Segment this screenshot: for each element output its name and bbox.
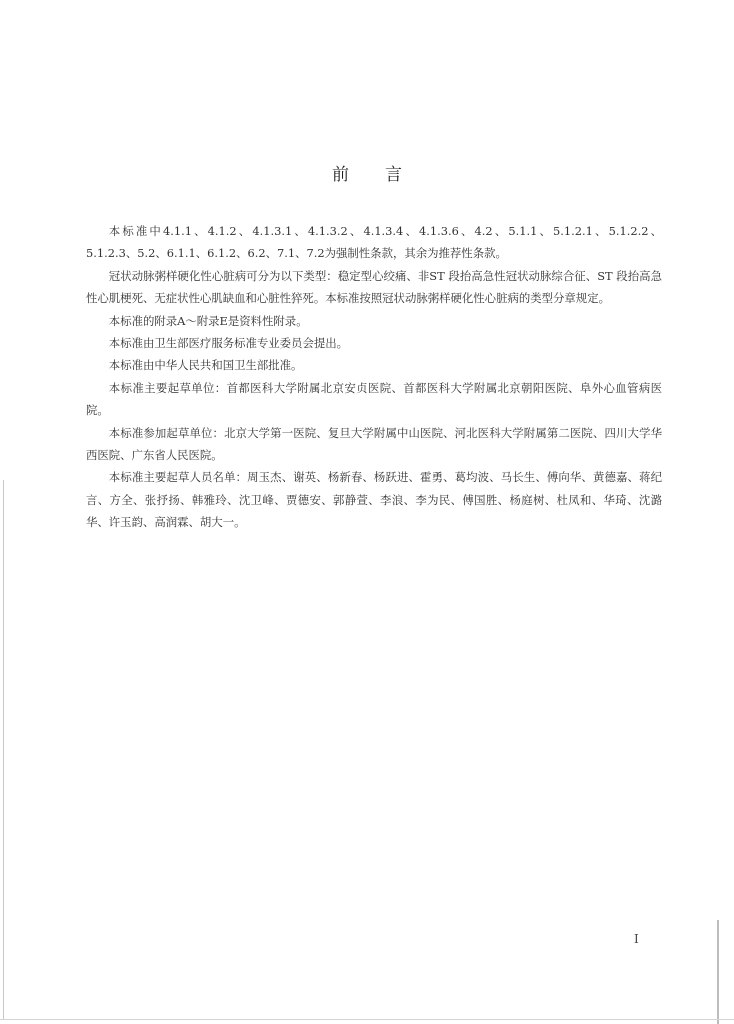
paragraph-drafter-names: 本标准主要起草人员名单：周玉杰、谢英、杨新春、杨跃进、霍勇、葛均波、马长生、傅向华、黄德嘉、蒋纪言、方全、张抒扬、韩雅玲、沈卫峰、贾德安、郭静萱、李浪、李为民、傅国胜、杨庭树、杜凤和、华琦、沈潞华、许玉韵、高润霖、胡大一。 — [86, 470, 662, 530]
paragraph-mandatory-clauses: 本标准中4.1.1、4.1.2、4.1.3.1、4.1.3.2、4.1.3.4、4.1.3.6、4.2、5.1.1、5.1.2.1、5.1.2.2、5.1.2.3、5.2、6.1.1、6.1.2、6.2、7.1、7.2为强制性条款，其余为推荐性条款。 — [86, 224, 662, 261]
foreword-body — [86, 220, 662, 534]
paragraph-appendix: 本标准的附录A～附录E是资料性附录。 — [108, 313, 308, 328]
paragraph-proposer: 本标准由卫生部医疗服务标准专业委员会提出。 — [108, 336, 349, 351]
title-char: 前 — [332, 165, 349, 185]
scan-edge-right — [717, 920, 719, 1024]
paragraph-participating-drafters: 本标准参加起草单位：北京大学第一医院、复旦大学附属中山医院、河北医科大学附属第二医院、四川大学华西医院、广东省人民医院。 — [86, 425, 662, 463]
paragraph-disease-types: 冠状动脉粥样硬化性心脏病可分为以下类型：稳定型心绞痛、非ST 段抬高急性冠状动脉综合征、ST 段抬高急性心肌梗死、无症状性心肌缺血和心脏性猝死。本标准按照冠状动脉粥样硬化性心脏病的类型分章规定。 — [86, 268, 662, 306]
paragraph-main-drafters: 本标准主要起草单位：首都医科大学附属北京安贞医院、首都医科大学附属北京朝阳医院、阜外心血管病医院。 — [86, 380, 662, 418]
paragraph-approver: 本标准由中华人民共和国卫生部批准。 — [108, 358, 303, 373]
title-char: 言 — [385, 165, 402, 185]
page-number: I — [634, 932, 639, 946]
page-title — [0, 160, 734, 185]
scan-edge-left — [3, 480, 4, 1020]
scan-edge-bottom — [0, 1019, 734, 1020]
